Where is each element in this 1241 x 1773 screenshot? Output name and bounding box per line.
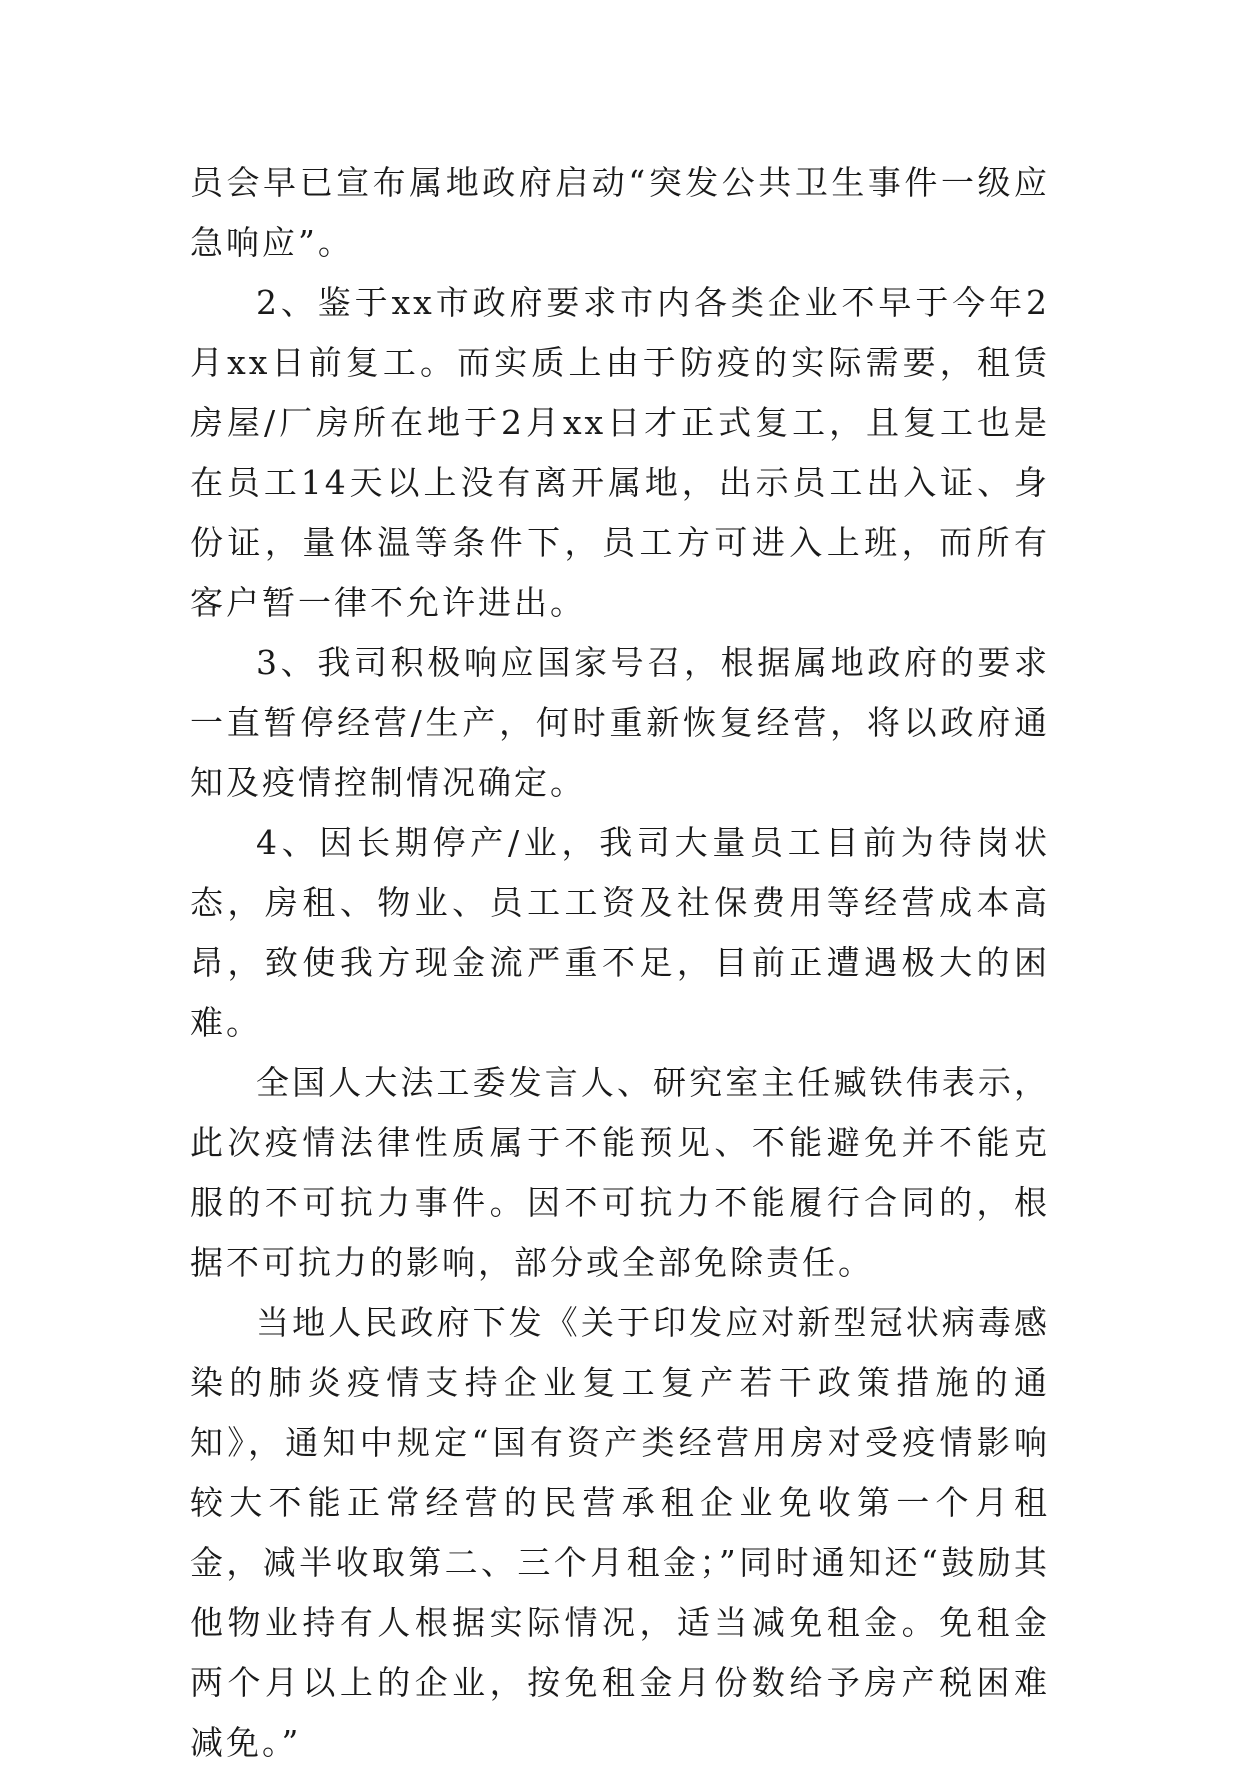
paragraph-force-majeure: 全国人大法工委发言人、研究室主任臧铁伟表示，此次疫情法律性质属于不能预见、不能避免并不能克服的不可抗力事件。因不可抗力不能履行合同的，根据不可抗力的影响，部分或全部免除责任。 (190, 1063, 1050, 1282)
paragraph-continuation: 员会早已宣布属地政府启动“突发公共卫生事件一级应急响应”。 (190, 163, 1050, 262)
paragraph-item-2: 2、鉴于xx市政府要求市内各类企业不早于今年2月xx日前复工。而实质上由于防疫的实际需要，租赁房屋/厂房所在地于2月xx日才正式复工，且复工也是在员工14天以上没有离开属地，出示员工出入证、身份证，量体温等条件下，员工方可进入上班，而所有客户暂一律不允许进出。 (190, 283, 1050, 622)
paragraph-item-3: 3、我司积极响应国家号召，根据属地政府的要求一直暂停经营/生产，何时重新恢复经营，将以政府通知及疫情控制情况确定。 (190, 643, 1050, 802)
document-body (190, 153, 1050, 1773)
paragraph-item-4: 4、因长期停产/业，我司大量员工目前为待岗状态，房租、物业、员工工资及社保费用等经营成本高昂，致使我方现金流严重不足，目前正遭遇极大的困难。 (190, 823, 1050, 1042)
paragraph-government-notice: 当地人民政府下发《关于印发应对新型冠状病毒感染的肺炎疫情支持企业复工复产若干政策措施的通知》，通知中规定“国有资产类经营用房对受疫情影响较大不能正常经营的民营承租企业免收第一个月租金，减半收取第二、三个月租金；”同时通知还“鼓励其他物业持有人根据实际情况，适当减免租金。免租金两个月以上的企业，按免租金月份数给予房产税困难减免。” (190, 1303, 1050, 1762)
